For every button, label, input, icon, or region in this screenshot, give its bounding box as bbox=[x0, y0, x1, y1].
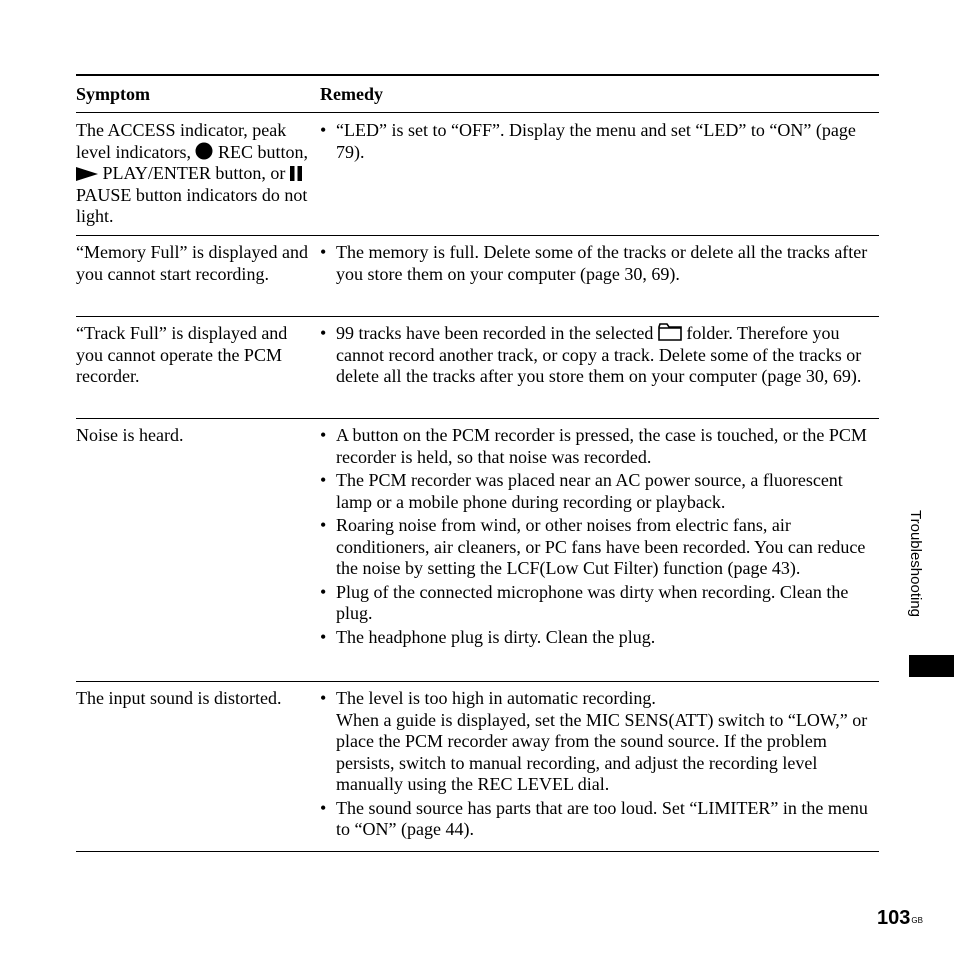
remedy-item: • “LED” is set to “OFF”. Display the menu and set “LED” to “ON” (page 79). bbox=[320, 120, 856, 162]
table-row bbox=[76, 236, 879, 317]
remedy-item: • Roaring noise from wind, or other noises from electric fans, air conditioners, air cleaners, or PC fans have been recorded. You can reduce the noise by setting the LCF(Low Cut Filter) function (page 43). bbox=[320, 515, 866, 578]
table-header bbox=[76, 76, 879, 113]
remedy-item: • The headphone plug is dirty. Clean the plug. bbox=[320, 626, 656, 647]
section-side-tab bbox=[906, 510, 926, 644]
table-row bbox=[76, 317, 879, 419]
page-suffix: GB bbox=[911, 916, 923, 925]
remedy-cell bbox=[320, 120, 879, 165]
pause-bars-icon bbox=[290, 166, 302, 181]
table-row bbox=[76, 419, 879, 682]
page-number: $103^{GB}$ bbox=[877, 907, 923, 929]
record-circle-icon bbox=[195, 142, 213, 160]
folder-icon bbox=[658, 323, 682, 341]
remedy-item: • The sound source has parts that are too loud. Set “LIMITER” in the menu to “ON” (page 44). bbox=[320, 797, 868, 839]
remedy-item: • The PCM recorder was placed near an AC power source, a fluorescent lamp or a mobile phone during recording or playback. bbox=[320, 470, 843, 512]
section-side-label: Troubleshooting bbox=[907, 510, 924, 618]
symptom-cell: The ACCESS indicator, peak level indicators, REC button, PLAY/ENTER button, or PAUSE button indicators do not light. bbox=[76, 120, 308, 226]
remedy-item: • A button on the PCM recorder is pressed, the case is touched, or the PCM recorder is held, so that noise was recorded. bbox=[320, 425, 867, 467]
symptom-cell: “Track Full” is displayed and you cannot operate the PCM recorder. bbox=[76, 323, 288, 386]
column-header-remedy: Remedy bbox=[320, 84, 383, 104]
column-header-symptom: Symptom bbox=[76, 84, 151, 104]
troubleshooting-table bbox=[76, 74, 879, 852]
section-tab-marker bbox=[909, 655, 954, 677]
symptom-cell: “Memory Full” is displayed and you cannot start recording. bbox=[76, 242, 308, 284]
table-row bbox=[76, 682, 879, 852]
remedy-item: • Plug of the connected microphone was dirty when recording. Clean the plug. bbox=[320, 581, 849, 623]
remedy-item: • The level is too high in automatic recording. When a guide is displayed, set the MIC SENS(ATT) switch to “LOW,” or place the PCM recorder away from the sound source. If the problem persists, switch to manual recording, and adjust the recording level manually using the REC LEVEL dial. bbox=[320, 688, 868, 794]
remedy-cell bbox=[320, 688, 879, 843]
remedy-cell bbox=[320, 242, 879, 287]
remedy-cell bbox=[320, 323, 879, 390]
symptom-cell: The input sound is distorted. bbox=[76, 688, 282, 708]
symptom-cell: Noise is heard. bbox=[76, 425, 184, 445]
table-row bbox=[76, 113, 879, 236]
remedy-item: • The memory is full. Delete some of the tracks or delete all the tracks after you store them on your computer (page 30, 69). bbox=[320, 242, 868, 284]
remedy-cell bbox=[320, 425, 879, 650]
remedy-item: • 99 tracks have been recorded in the selected folder. Therefore you cannot record another track, or copy a track. Delete some of the tracks or delete all the tracks after you store them on your computer (page 30, 69). bbox=[320, 323, 862, 386]
play-triangle-icon bbox=[76, 167, 98, 181]
